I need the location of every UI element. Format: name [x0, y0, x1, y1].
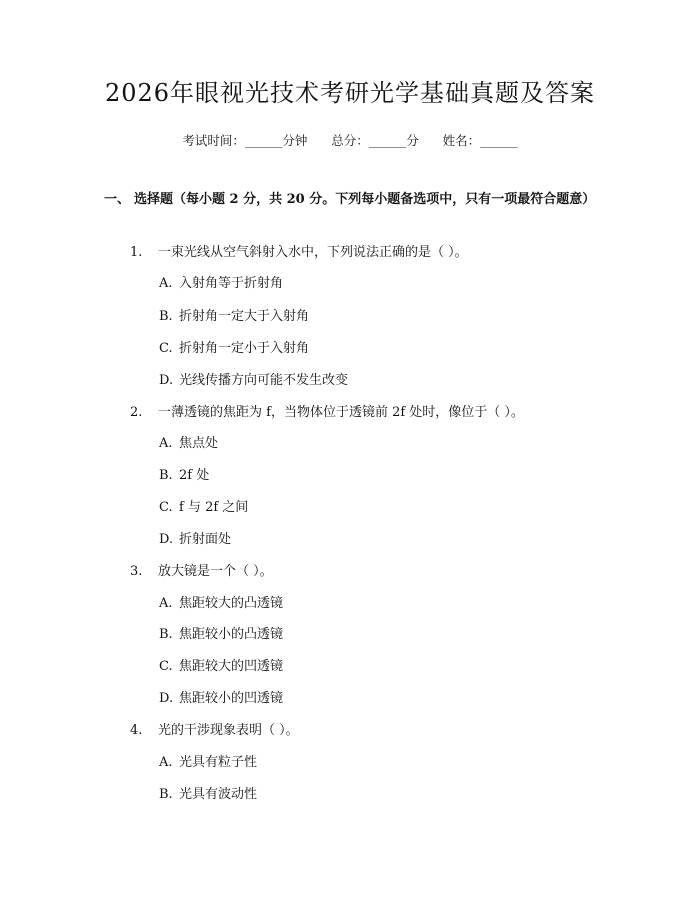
option-letter: B. [159, 627, 173, 642]
option-1a [159, 275, 283, 293]
option-2a [159, 435, 218, 453]
option-text: 折射角一定大于入射角 [179, 309, 310, 324]
option-text: 入射角等于折射角 [179, 276, 284, 291]
option-letter: B. [159, 787, 173, 802]
option-1d [159, 372, 348, 390]
option-letter: A. [159, 436, 173, 451]
option-letter: A. [159, 276, 173, 291]
option-1c [159, 340, 309, 358]
option-2c [159, 499, 248, 517]
option-3c [159, 658, 283, 676]
question-text: 光的干涉现象表明（ ）。 [158, 723, 299, 738]
section-text: 选择题（每小题 2 分，共 20 分。下列每小题备选项中，只有一项最符合题意） [134, 192, 596, 207]
option-text: 光线传播方向可能不发生改变 [179, 373, 349, 388]
question-text: 一薄透镜的焦距为 f，当物体位于透镜前 2f 处时，像位于（ ）。 [158, 405, 524, 420]
question-2 [130, 404, 524, 422]
option-text: 折射角一定小于入射角 [179, 341, 310, 356]
option-4a [159, 754, 257, 772]
option-letter: B. [159, 309, 173, 324]
question-text: 放大镜是一个（ ）。 [158, 564, 273, 579]
option-letter: C. [159, 659, 173, 674]
section-heading [104, 189, 600, 211]
page-title: 2026年眼视光技术考研光学基础真题及答案 [104, 79, 596, 107]
question-3 [130, 563, 273, 581]
option-text: 光具有波动性 [179, 787, 258, 802]
option-letter: D. [159, 532, 174, 547]
option-text: 焦距较小的凹透镜 [179, 691, 284, 706]
option-text: 焦点处 [179, 436, 219, 451]
option-letter: A. [159, 755, 173, 770]
option-1b [159, 308, 309, 326]
option-letter: B. [159, 468, 173, 483]
option-3d [159, 690, 283, 708]
option-3a [159, 595, 283, 613]
option-3b [159, 626, 283, 644]
exam-meta-line: 考试时间：______分钟 总分：______分 姓名：______ [182, 133, 518, 148]
option-text: f 与 2f 之间 [179, 500, 249, 515]
option-text: 2f 处 [179, 468, 210, 483]
option-text: 焦距较大的凸透镜 [179, 596, 284, 611]
option-letter: D. [159, 691, 174, 706]
option-2b [159, 467, 209, 485]
option-text: 光具有粒子性 [179, 755, 258, 770]
question-number: 1. [130, 245, 143, 260]
option-letter: A. [159, 596, 173, 611]
question-number: 2. [130, 405, 143, 420]
option-2d [159, 531, 231, 549]
question-1 [130, 244, 468, 262]
question-text: 一束光线从空气斜射入水中，下列说法正确的是（ ）。 [158, 245, 468, 260]
option-letter: D. [159, 373, 174, 388]
question-4 [130, 722, 299, 740]
option-4b [159, 786, 257, 804]
option-text: 焦距较小的凸透镜 [179, 627, 284, 642]
option-text: 折射面处 [179, 532, 232, 547]
option-letter: C. [159, 500, 173, 515]
question-number: 4. [130, 723, 143, 738]
section-number: 一、 [104, 192, 131, 207]
question-number: 3. [130, 564, 143, 579]
option-text: 焦距较大的凹透镜 [179, 659, 284, 674]
option-letter: C. [159, 341, 173, 356]
